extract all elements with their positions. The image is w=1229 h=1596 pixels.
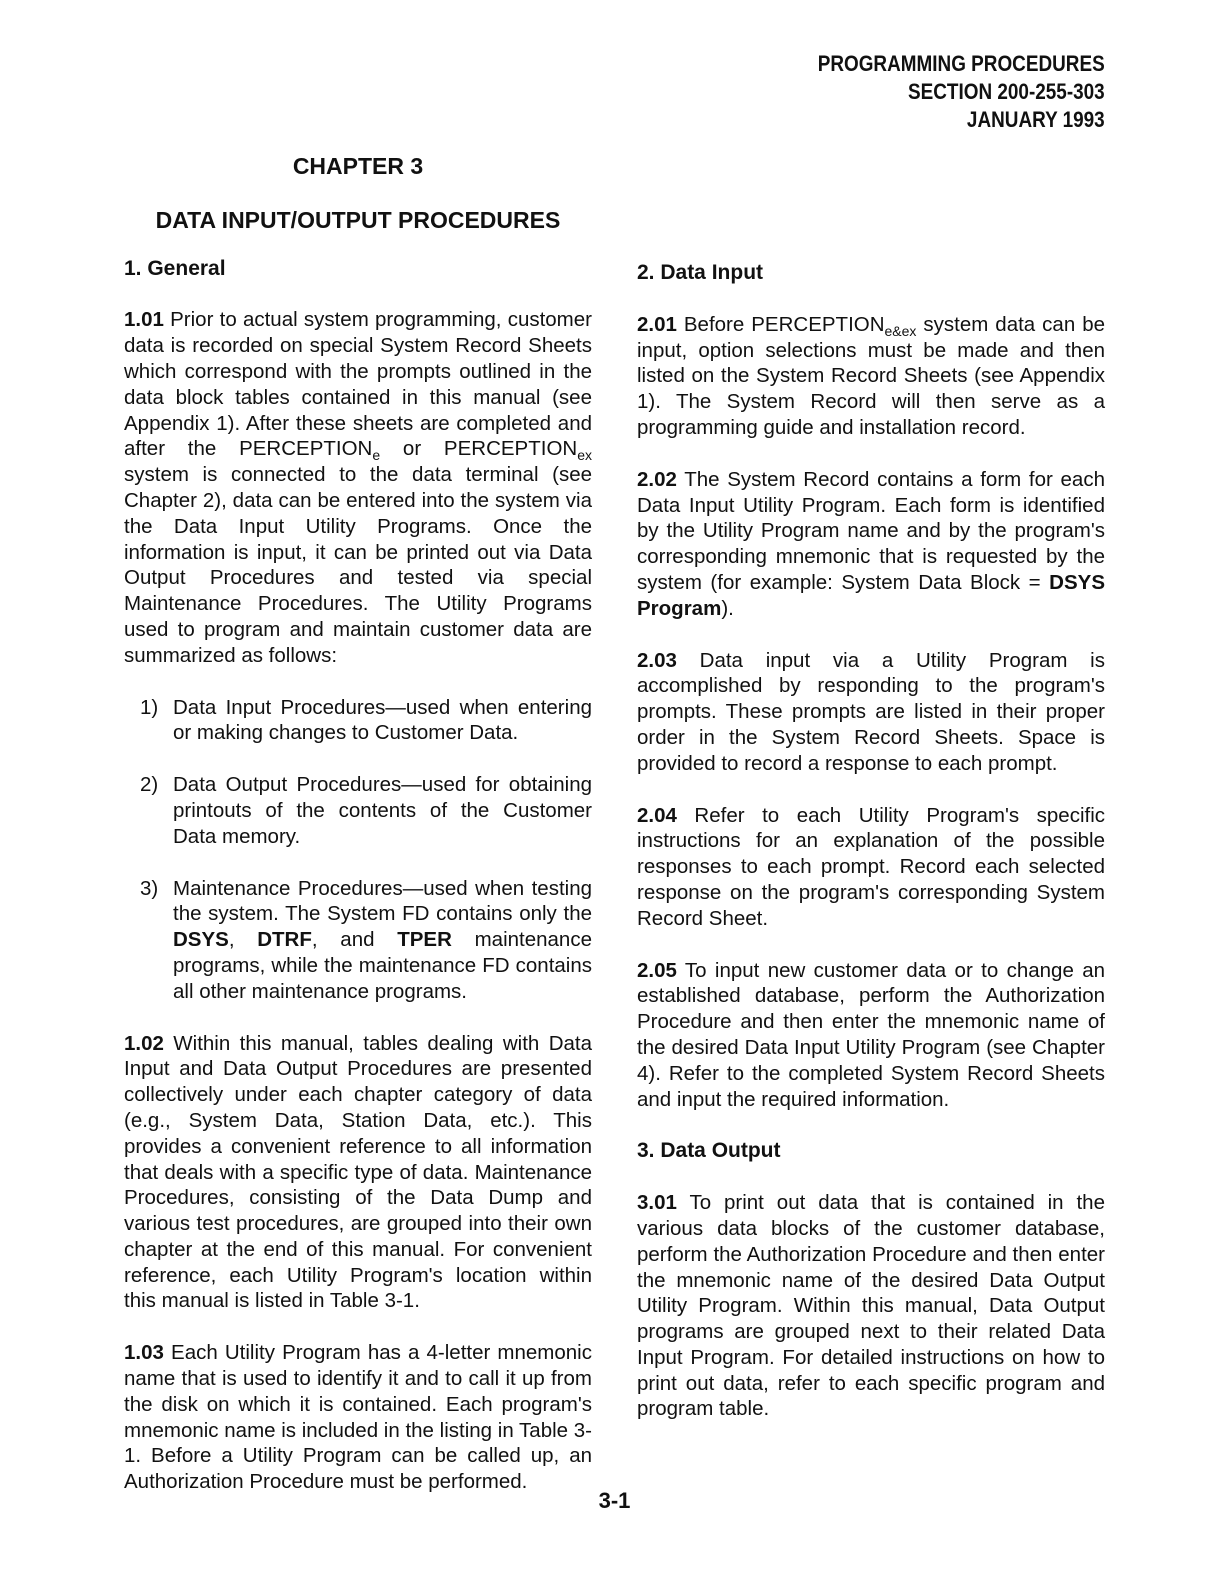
right-column xyxy=(637,157,1105,1422)
para-number: 2.03 xyxy=(637,648,677,672)
section-heading-data-output: 3. Data Output xyxy=(637,1139,781,1163)
para-number: 1.03 xyxy=(124,1341,164,1365)
paragraph-3-01: 3.01 To print out data that is contained in the various data blocks of the customer database, perform the Authorization Procedure and then enter the mnemonic name of the desired Data Output Utility Program. Within this manual, Data Output programs are grouped next to their related Data Input Program. For detailed instructions on how to print out data, refer to each specific program and program table. xyxy=(637,1191,1105,1421)
paragraph-1-03: 1.03 Each Utility Program has a 4-letter mnemonic name that is used to identify it and to call it up from the disk on which it is contained. Each program's mnemonic name is included in the listing in Table 3-1. Before a Utility Program can be called up, an Authorization Procedure must be performed. xyxy=(124,1341,592,1494)
utility-program-list xyxy=(124,695,592,1005)
header-section: SECTION 200-255-303 xyxy=(908,79,1105,104)
section-heading-general: 1. General xyxy=(124,256,226,280)
para-number: 2.01 xyxy=(637,312,677,336)
para-number: 2.04 xyxy=(637,803,677,827)
list-item: 3) Maintenance Procedures—used when testing the system. The System FD contains only the DSYS, DTRF, and TPER maintenance programs, while the maintenance FD contains all other maintenance programs. xyxy=(140,876,592,1003)
paragraph-2-01: 2.01 Before $PERCEPTION_{e\&ex}$ system data can be input, option selections must be made and then listed on the System Record Sheets (see Appendix 1). The System Record will then serve as a programming guide and installation record. xyxy=(637,312,1105,439)
para-number: 1.02 xyxy=(124,1031,164,1055)
list-item: 2) Data Output Procedures—used for obtaining printouts of the contents of the Customer Data memory. xyxy=(140,773,592,848)
paragraph-1-01: 1.01 Prior to actual system programming, customer data is recorded on special System Record Sheets which correspond with the prompts outlined in the data block tables contained in this manual (see Appendix 1). After these sheets are completed and after the $PERCEPTION_e$ or $PERCEPTION_{ex}$ system is connected to the data terminal (see Chapter 2), data can be entered into the system via the Data Input Utility Programs. Once the information is input, it can be printed out via Data Output Procedures and tested via special Maintenance Procedures. The Utility Programs used to program and maintain customer data are summarized as follows: xyxy=(124,308,592,667)
left-column xyxy=(124,150,592,1495)
para-number: 1.01 xyxy=(124,308,164,332)
paragraph-2-03: 2.03 Data input via a Utility Program is accomplished by responding to the program's prompts. These prompts are listed in their proper order in the System Record Sheets. Space is provided to record a response to each prompt. xyxy=(637,648,1105,775)
paragraph-1-02: 1.02 Within this manual, tables dealing with Data Input and Data Output Procedures are presented collectively under each chapter category of data (e.g., System Data, Station Data, etc.). This provides a convenient reference to all information that deals with a specific type of data. Maintenance Procedures, consisting of the Data Dump and various test procedures, are grouped into their own chapter at the end of this manual. For convenient reference, each Utility Program's location within this manual is listed in Table 3-1. xyxy=(124,1031,592,1313)
chapter-number: CHAPTER 3 xyxy=(292,153,424,179)
list-item: 1) Data Input Procedures—used when entering or making changes to Customer Data. xyxy=(140,695,592,745)
paragraph-2-05: 2.05 To input new customer data or to change an established database, perform the Authorization Procedure and then enter the mnemonic name of the desired Data Input Utility Program (see Chapter 4). Refer to the completed System Record Sheets and input the required information. xyxy=(637,958,1105,1111)
header-title: PROGRAMMING PROCEDURES xyxy=(818,51,1105,76)
paragraph-2-04: 2.04 Refer to each Utility Program's specific instructions for an explanation of the possible responses to each prompt. Record each selected response on the program's corresponding System Record Sheet. xyxy=(637,803,1105,930)
paragraph-2-02: 2.02 The System Record contains a form for each Data Input Utility Program. Each form is identified by the Utility Program name and by the program's corresponding mnemonic that is requested by the system (for example: System Data Block = DSYS Program). xyxy=(637,467,1105,620)
chapter-title: DATA INPUT/OUTPUT PROCEDURES xyxy=(155,206,561,233)
running-header xyxy=(818,50,1105,134)
para-number: 2.02 xyxy=(637,467,677,491)
section-heading-data-input: 2. Data Input xyxy=(637,261,764,284)
header-date: JANUARY 1993 xyxy=(967,107,1105,132)
para-number: 2.05 xyxy=(637,958,677,982)
para-number: 3.01 xyxy=(637,1191,677,1215)
page-number: 3-1 xyxy=(598,1488,631,1513)
